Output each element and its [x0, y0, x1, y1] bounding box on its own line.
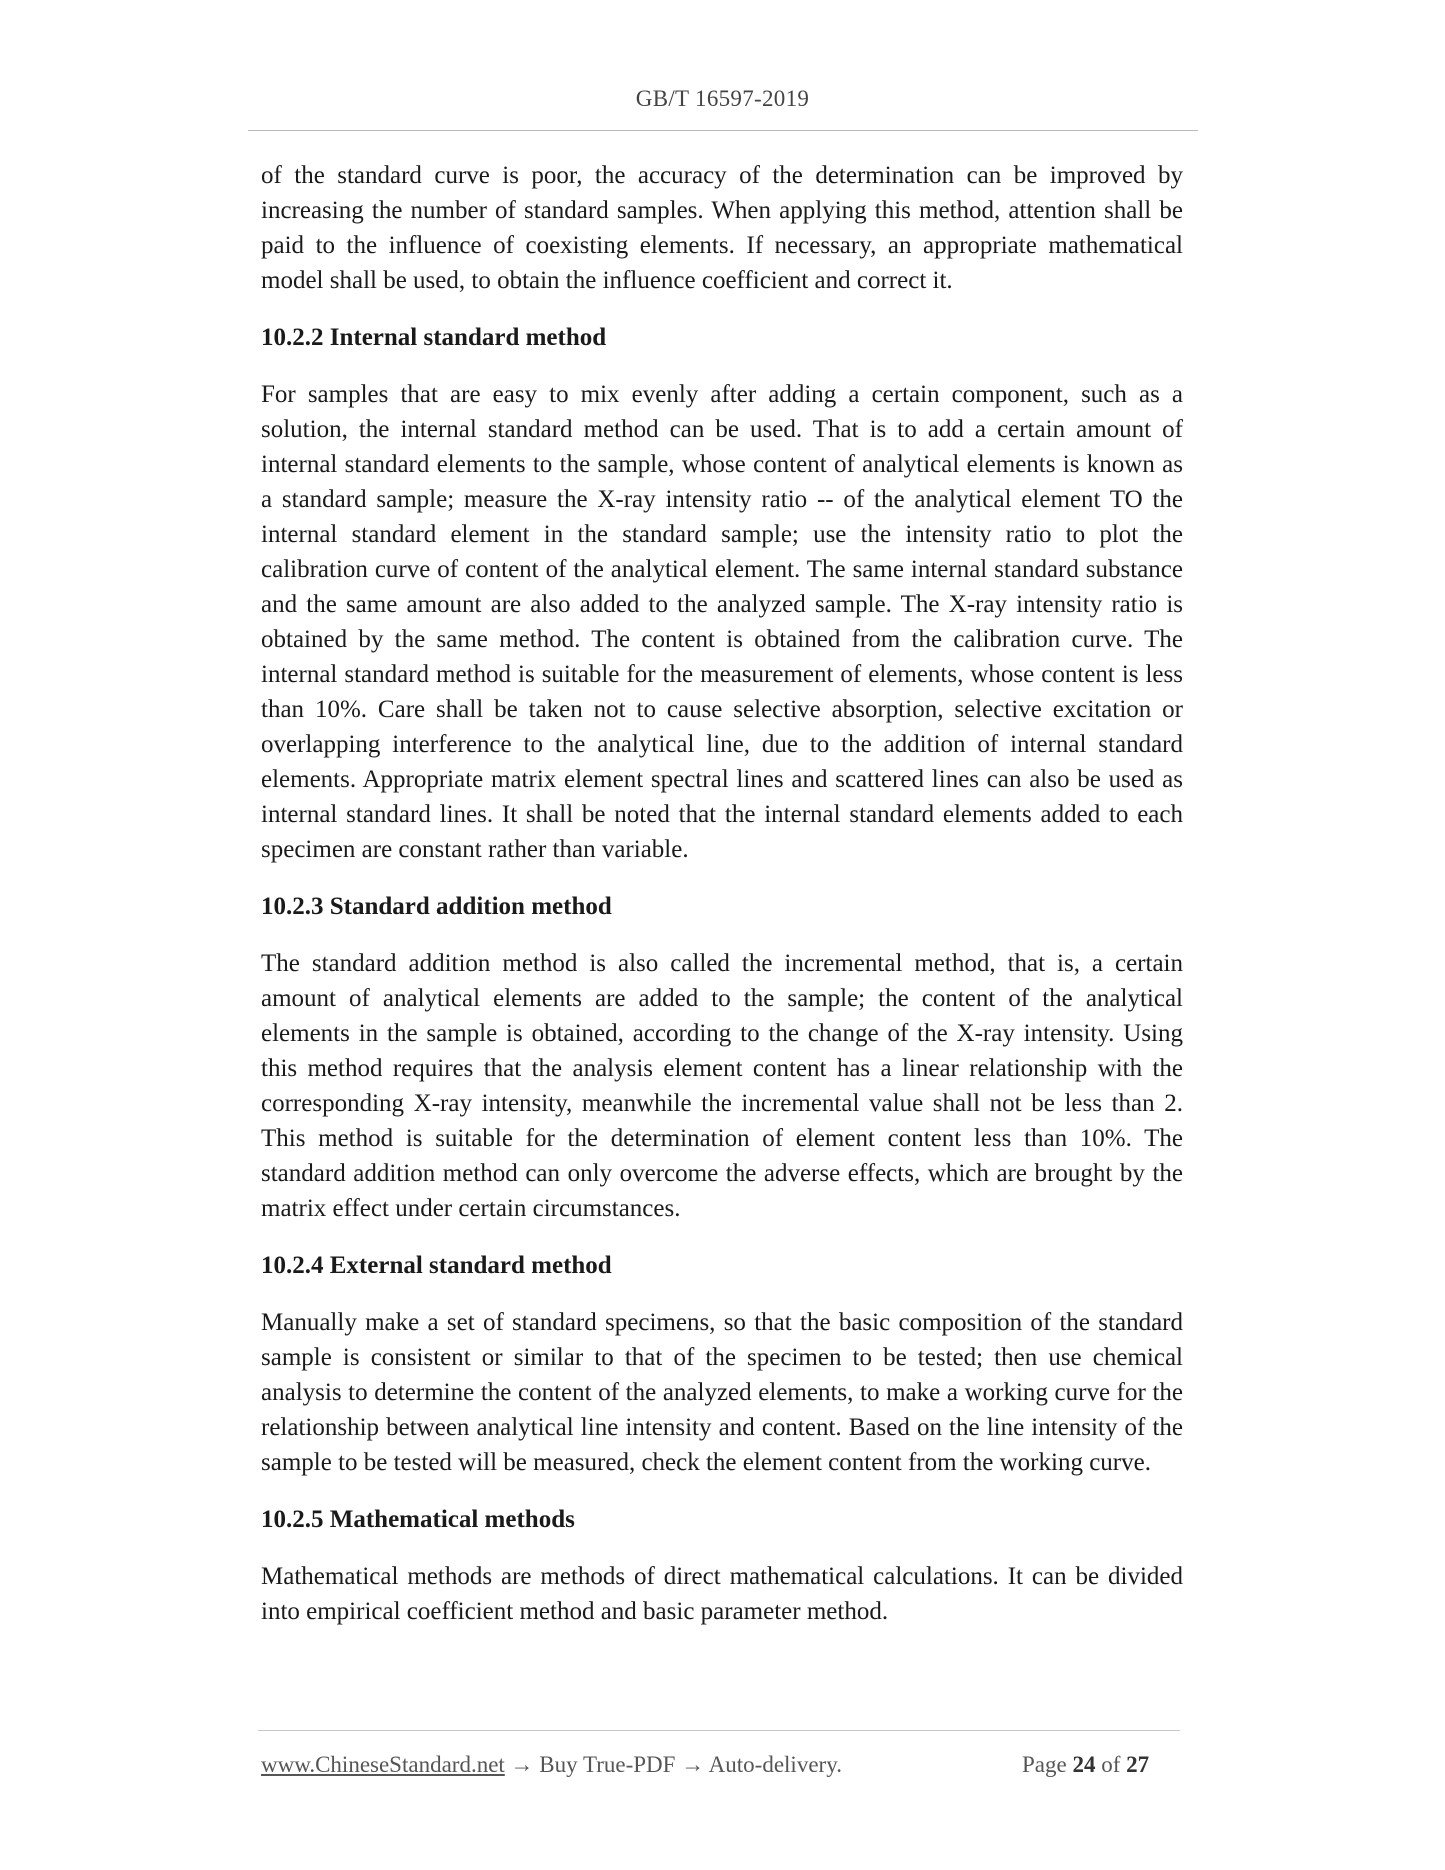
website-link[interactable]: www.ChineseStandard.net [261, 1752, 505, 1777]
total-page-count: 27 [1126, 1752, 1150, 1777]
document-code-header: GB/T 16597-2019 [635, 86, 810, 111]
footer-divider [258, 1730, 1180, 1731]
of-label: of [1101, 1752, 1121, 1777]
paragraph-standard-curve-continuation: of the standard curve is poor, the accuracy of the determination can be improved by increasing the number of standard samples. When applying this method, attention shall be paid to the influence of coexisting elements. If necessary, an appropriate mathematical model shall be used, to obtain the influence coefficient and correct it. [261, 162, 1183, 294]
heading-internal-standard-method: 10.2.2 Internal standard method [261, 324, 607, 351]
page-indicator [1022, 1752, 1149, 1778]
paragraph-mathematical-methods: Mathematical methods are methods of direct mathematical calculations. It can be divided into empirical coefficient method and basic parameter method. [261, 1563, 1183, 1625]
arrow-right-icon: → [510, 1752, 534, 1777]
auto-delivery-text: Auto-delivery. [708, 1752, 842, 1777]
paragraph-internal-standard-method: For samples that are easy to mix evenly after adding a certain component, such as a solution, the internal standard method can be used. That is to add a certain amount of internal standard elements to the sample, whose content of analytical elements is known as a standard sample; measure the X-ray intensity ratio -- of the analytical element TO the internal standard element in the standard sample; use the intensity ratio to plot the calibration curve of content of the analytical element. The same internal standard substance and the same amount are also added to the analyzed sample. The X-ray intensity ratio is obtained by the same method. The content is obtained from the calibration curve. The internal standard method is suitable for the measurement of elements, whose content is less than 10%. Care shall be taken not to cause selective absorption, selective excitation or overlapping interference to the analytical line, due to the addition of internal standard elements. Appropriate matrix element spectral lines and scattered lines can also be used as internal standard lines. It shall be noted that the internal standard elements added to each specimen are constant rather than variable. [261, 381, 1183, 863]
paragraph-external-standard-method: Manually make a set of standard specimens, so that the basic composition of the standard sample is consistent or similar to that of the specimen to be tested; then use chemical analysis to determine the content of the analyzed elements, to make a working curve for the relationship between analytical line intensity and content. Based on the line intensity of the sample to be tested will be measured, check the element content from the working curve. [261, 1309, 1183, 1476]
heading-standard-addition-method: 10.2.3 Standard addition method [261, 893, 612, 920]
buy-true-pdf-text: Buy True-PDF [539, 1752, 676, 1777]
heading-external-standard-method: 10.2.4 External standard method [261, 1252, 612, 1279]
page-label: Page [1022, 1752, 1067, 1777]
header-divider [248, 130, 1198, 131]
paragraph-standard-addition-method: The standard addition method is also called the incremental method, that is, a certain amount of analytical elements are added to the sample; the content of the analytical elements in the sample is obtained, according to the change of the X-ray intensity. Using this method requires that the analysis element content has a linear relationship with the corresponding X-ray intensity, meanwhile the incremental value shall not be less than 2. This method is suitable for the determination of element content less than 10%. The standard addition method can only overcome the adverse effects, which are brought by the matrix effect under certain circumstances. [261, 950, 1183, 1222]
heading-mathematical-methods: 10.2.5 Mathematical methods [261, 1506, 575, 1533]
current-page-number: 24 [1072, 1752, 1096, 1777]
document-body [261, 158, 1183, 1651]
footer-promo [261, 1752, 842, 1778]
arrow-right-icon: → [681, 1752, 705, 1777]
